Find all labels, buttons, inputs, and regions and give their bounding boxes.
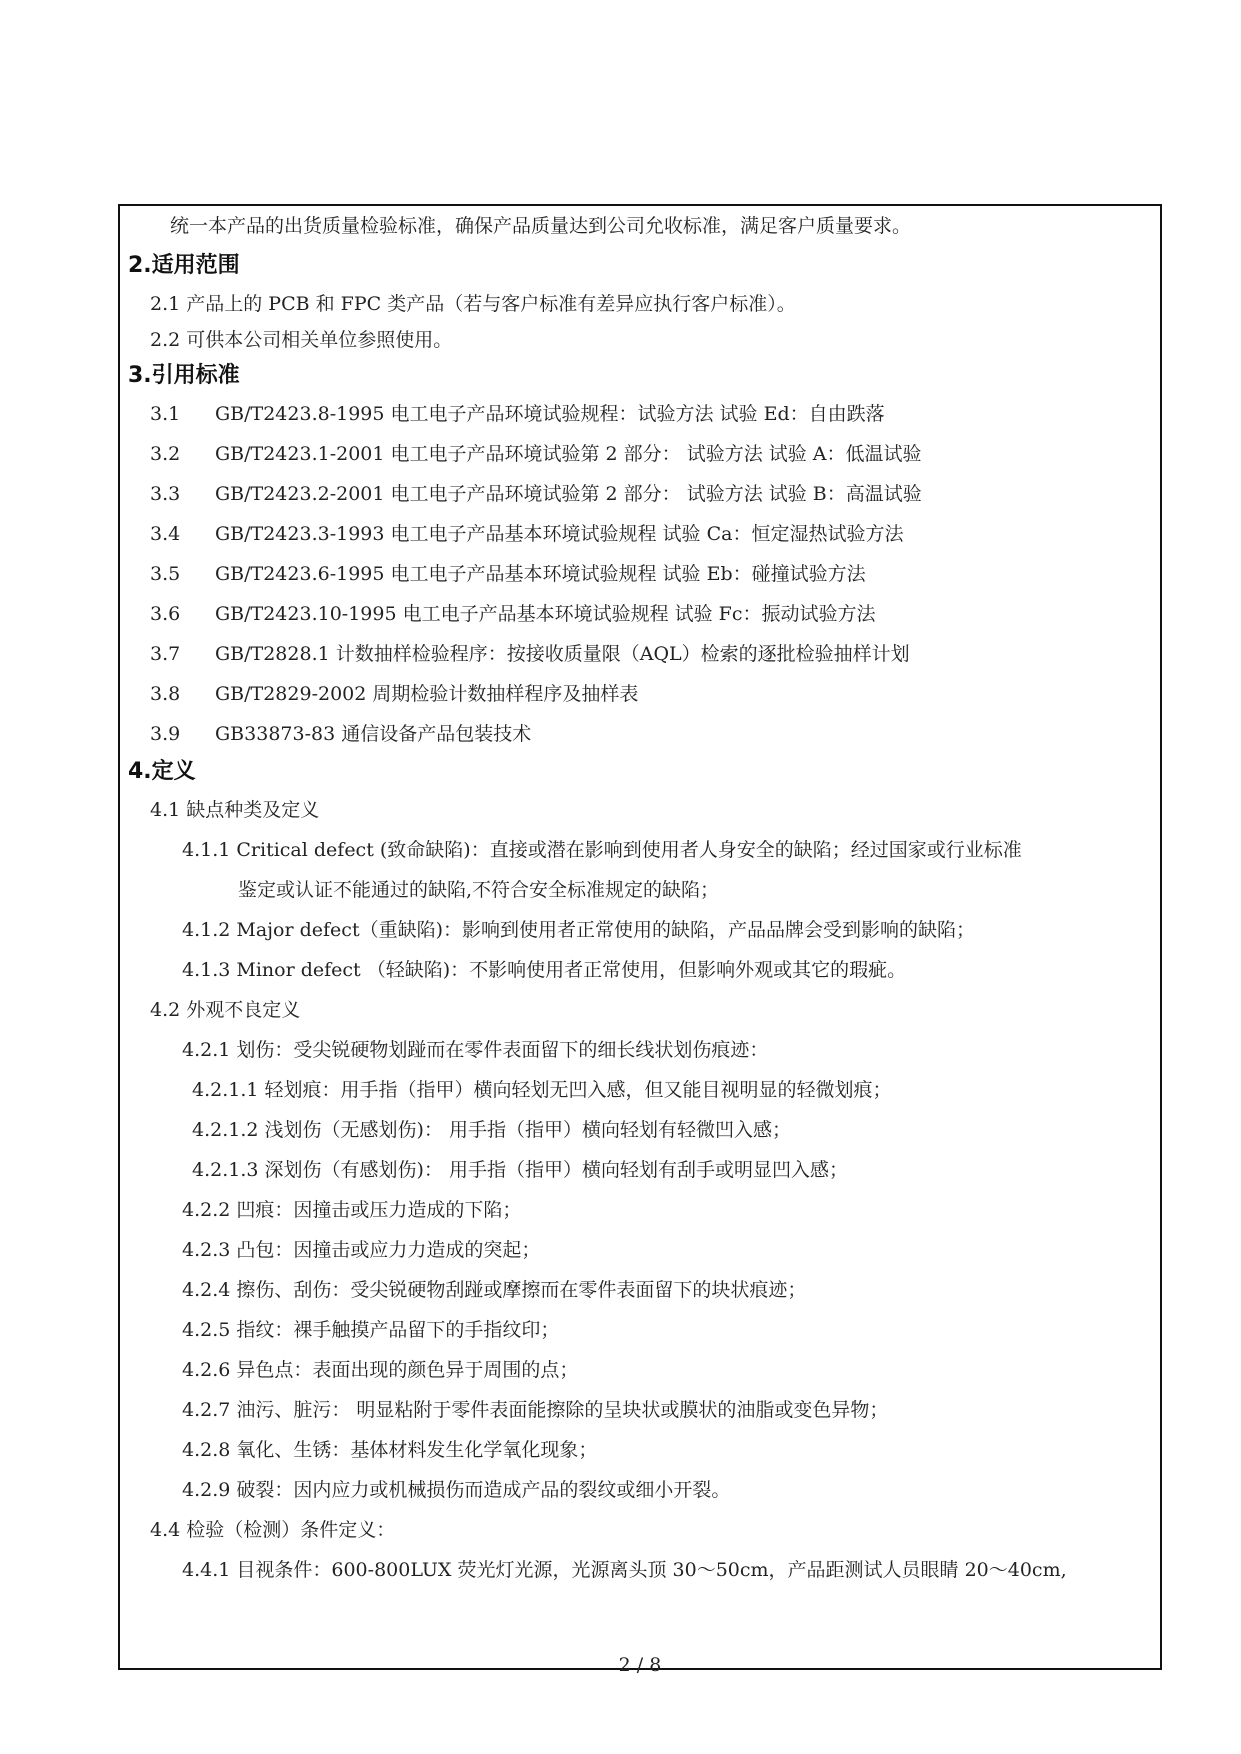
- definition-item: 4.2.1 划伤：受尖锐硬物划踫而在零件表面留下的细长线状划伤痕迹：: [182, 1039, 769, 1061]
- definition-item: 4.1.3 Minor defect （轻缺陷)：不影响使用者正常使用，但影响外观或其它的瑕疵。: [182, 959, 907, 981]
- standard-number: 3.4: [150, 523, 181, 545]
- definition-item: 4.2.6 异色点：表面出现的颜色异于周围的点；: [182, 1359, 579, 1381]
- standard-number: 3.7: [150, 643, 181, 665]
- definition-item: 4.2.1.2 浅划伤（无感划伤)： 用手指（指甲）横向轻划有轻微凹入感；: [192, 1119, 791, 1141]
- standard-number: 3.3: [150, 483, 181, 505]
- standard-number: 3.6: [150, 603, 181, 625]
- section-4-heading: 4.定义: [128, 759, 196, 784]
- definition-item: 4.1.2 Major defect（重缺陷)：影响到使用者正常使用的缺陷，产品品牌会受到影响的缺陷；: [182, 919, 975, 941]
- standard-text: GB/T2828.1 计数抽样检验程序：按接收质量限（AQL）检索的逐批检验抽样计划: [215, 643, 910, 665]
- definition-item: 4.2.2 凹痕：因撞击或压力造成的下陷；: [182, 1199, 522, 1221]
- definition-item: 鉴定或认证不能通过的缺陷,不符合安全标准规定的缺陷；: [238, 879, 720, 901]
- scope-item: 2.1 产品上的 PCB 和 FPC 类产品（若与客户标准有差异应执行客户标准）。: [150, 293, 796, 315]
- subsection-heading: 4.2 外观不良定义: [150, 999, 301, 1021]
- subsection-heading: 4.1 缺点种类及定义: [150, 799, 320, 821]
- definition-item: 4.4.1 目视条件：600-800LUX 荧光灯光源，光源离头顶 30～50cm，产品距测试人员眼睛 20～40cm,: [182, 1559, 1067, 1581]
- definition-item: 4.2.1.1 轻划痕：用手指（指甲）横向轻划无凹入感，但又能目视明显的轻微划痕；: [192, 1079, 892, 1101]
- standard-text: GB/T2423.2-2001 电工电子产品环境试验第 2 部分： 试验方法 试验 B：高温试验: [215, 483, 922, 505]
- standard-text: GB/T2423.8-1995 电工电子产品环境试验规程：试验方法 试验 Ed：自由跌落: [215, 403, 885, 425]
- section-3-heading: 3.引用标准: [128, 363, 240, 388]
- page-number: 2 / 8: [618, 1654, 662, 1676]
- section-2-heading: 2.适用范围: [128, 253, 240, 278]
- definition-item: 4.2.9 破裂：因内应力或机械损伤而造成产品的裂纹或细小开裂。: [182, 1479, 731, 1501]
- definition-item: 4.1.1 Critical defect (致命缺陷)：直接或潜在影响到使用者人身安全的缺陷；经过国家或行业标准: [182, 839, 1022, 861]
- standard-number: 3.2: [150, 443, 181, 465]
- document-frame: [118, 204, 1162, 1676]
- scope-item: 2.2 可供本公司相关单位参照使用。: [150, 329, 453, 351]
- definition-item: 4.2.1.3 深划伤（有感划伤)： 用手指（指甲）横向轻划有刮手或明显凹入感；: [192, 1159, 848, 1181]
- standard-text: GB/T2829-2002 周期检验计数抽样程序及抽样表: [215, 683, 639, 705]
- standard-number: 3.9: [150, 723, 181, 745]
- intro-text: 统一本产品的出货质量检验标准，确保产品质量达到公司允收标准，满足客户质量要求。: [170, 215, 912, 237]
- definition-item: 4.2.7 油污、脏污： 明显粘附于零件表面能擦除的呈块状或膜状的油脂或变色异物；: [182, 1399, 889, 1421]
- definition-item: 4.2.3 凸包：因撞击或应力力造成的突起；: [182, 1239, 541, 1261]
- standard-number: 3.1: [150, 403, 181, 425]
- standard-text: GB33873-83 通信设备产品包装技术: [215, 723, 532, 745]
- standard-number: 3.5: [150, 563, 181, 585]
- standard-text: GB/T2423.6-1995 电工电子产品基本环境试验规程 试验 Eb：碰撞试验方法: [215, 563, 866, 585]
- definition-item: 4.2.8 氧化、生锈：基体材料发生化学氧化现象；: [182, 1439, 598, 1461]
- standard-number: 3.8: [150, 683, 181, 705]
- standard-text: GB/T2423.10-1995 电工电子产品基本环境试验规程 试验 Fc：振动试验方法: [215, 603, 876, 625]
- subsection-heading: 4.4 检验（检测）条件定义：: [150, 1519, 396, 1541]
- definition-item: 4.2.5 指纹：裸手触摸产品留下的手指纹印；: [182, 1319, 560, 1341]
- standard-text: GB/T2423.1-2001 电工电子产品环境试验第 2 部分： 试验方法 试验 A：低温试验: [215, 443, 922, 465]
- definition-item: 4.2.4 擦伤、刮伤：受尖锐硬物刮踫或摩擦而在零件表面留下的块状痕迹；: [182, 1279, 807, 1301]
- standard-text: GB/T2423.3-1993 电工电子产品基本环境试验规程 试验 Ca：恒定湿热试验方法: [215, 523, 904, 545]
